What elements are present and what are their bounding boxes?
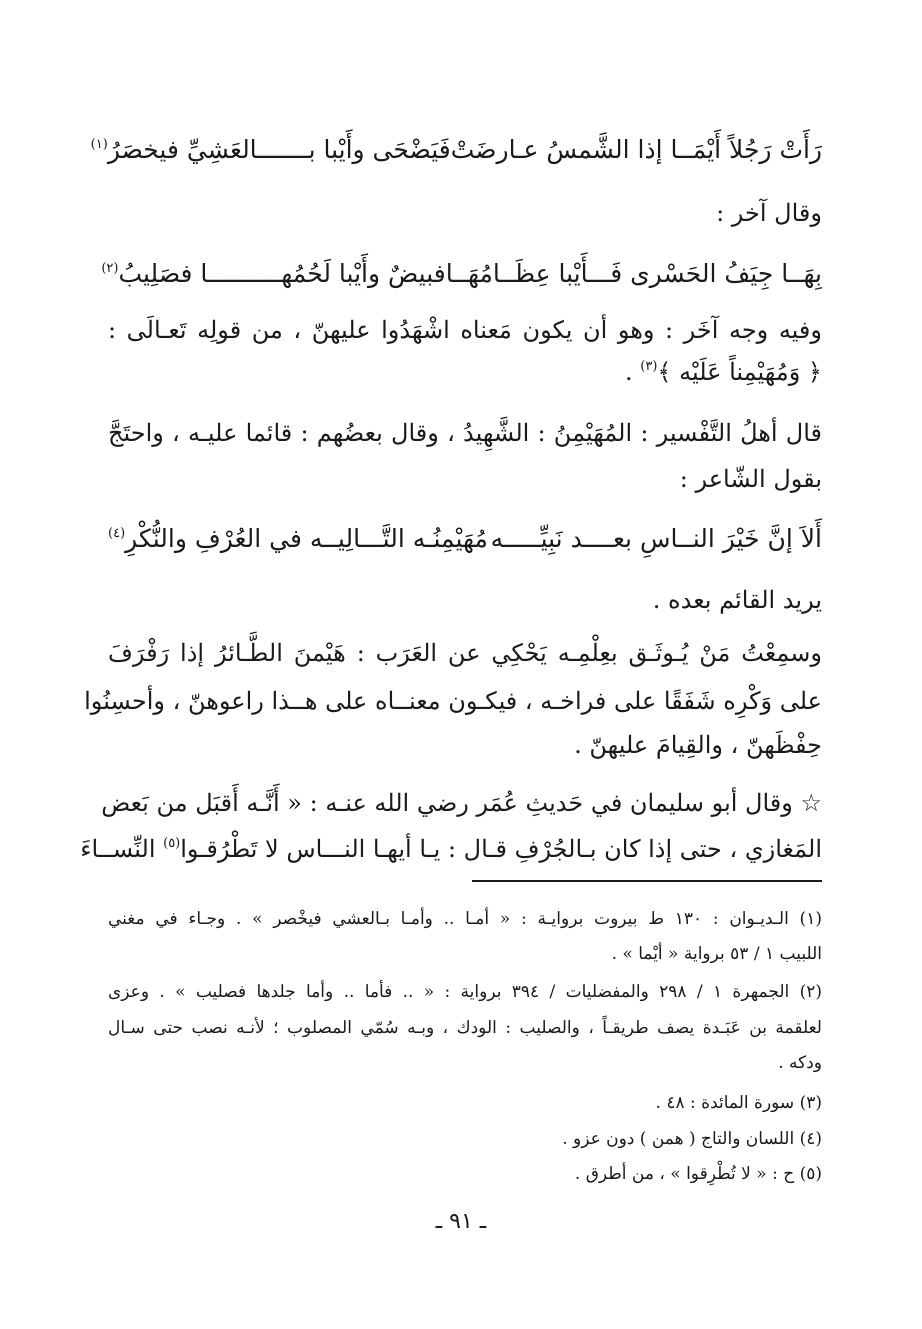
footnote-ref-4: (٤) <box>108 526 126 541</box>
verse-1-second-hemistich <box>91 128 451 172</box>
page-number: ـ ٩١ ـ <box>435 1209 487 1234</box>
poem-verse-2 <box>101 252 822 296</box>
paragraph-2-line-1: قال أهلُ التَّفْسير : المُهَيْمِنُ : الشَّهِيدُ ، وقال بعضُهم : قائما عليـه ، واحتَجَّ <box>108 419 822 447</box>
poem-verse-1 <box>90 128 822 172</box>
footnote-1-line-1: (١) الـديـوان : ١٣٠ ط بيروت بروايـة : « أمـا .. وأمـا بـالعشي فيخْصر » . وجـاء في مغني <box>108 909 822 929</box>
intro-another-poet: وقال آخر : <box>716 199 822 227</box>
footnote-1-line-2: اللبيب ١ / ٥٣ برواية « أيْما » . <box>611 944 822 964</box>
paragraph-4-line-1: وسمِعْتُ مَنْ يُـوثَـق بعِلْمِـه يَحْكِي عن العَرَب : هَيْمنَ الطَّـائرُ إذا رَفْرَفَ <box>108 639 822 667</box>
footnote-2-line-3: ودكه . <box>778 1053 822 1073</box>
paragraph-3: يريد القائم بعده . <box>652 586 822 614</box>
verse-2-first-hemistich: بِهَــا جِيَفُ الحَسْرى فَـــأَيْبا عِظَــامُهَــا <box>445 259 822 288</box>
paragraph-5-line-2-text: المَغازي ، حتى إذا كان بـالجُرْفِ قـال : يـا أيهـا النـــاس لا تَطْرُقـوا <box>180 835 822 863</box>
verse-1-second-text: فَيَضْحَى وأَيْبا بـــــــالعَشِيِّ فيخصَرُ <box>107 135 451 164</box>
footnote-ref-1: (١) <box>90 137 108 152</box>
footnote-2-line-2: لعلقمة بن عَبَـدة يصف طريقـاً ، والصليب : الودك ، وبـه سُمّي المصلوب ؛ لأنـه نصب حتى سـال <box>108 1018 822 1038</box>
footnote-separator <box>472 880 822 882</box>
footnote-ref-3: (٣) <box>640 359 658 374</box>
verse-3-second-text: مُهَيْمِنُـه التَّـــالِيــه في العُرْفِ والنُّكْرِ <box>125 524 488 553</box>
paragraph-1-line-1: وفيه وجه آخَر : وهو أن يكون مَعناه اشْهَدُوا عليهنّ ، من قولِه تَعـالَى : <box>108 316 822 344</box>
poem-verse-3 <box>108 517 822 561</box>
paragraph-1-end: . <box>625 358 641 386</box>
paragraph-5-line-2 <box>80 829 822 869</box>
verse-3-second-hemistich <box>108 517 488 561</box>
verse-1-first-hemistich: رَأَتْ رَجُلاً أَيْمَــا إذا الشَّمسُ عـارضَتْ <box>450 135 822 164</box>
footnote-ref-5: (٥) <box>163 836 181 851</box>
verse-3-first-hemistich: أَلاَ إنَّ خَيْرَ النــاسِ بعــــد نَبِيِّـــــه <box>490 524 822 553</box>
paragraph-4-line-3: حِفْظَهنّ ، والقِيامَ عليهنّ . <box>574 731 822 759</box>
verse-2-second-text: فبيضٌ وأَيْبا لَحُمُهــــــــــا فصَلِيبُ <box>118 259 446 288</box>
footnote-4: (٤) اللسان والتاج ( همن ) دون عزو . <box>562 1129 822 1149</box>
paragraph-5-line-1: ☆ وقال أبو سليمان في حَديثِ عُمَر رضي الله عنـه : « أَنَّـه أَقبَل من بَعض <box>101 789 822 817</box>
quran-quote: ﴿ وَمُهَيْمِناً عَلَيْه ﴾ <box>657 358 822 386</box>
paragraph-2-line-2: بقول الشّاعر : <box>679 465 822 493</box>
verse-2-second-hemistich <box>101 252 445 296</box>
footnote-3: (٣) سورة المائدة : ٤٨ . <box>655 1093 822 1113</box>
footnote-5: (٥) ح : « لا تُطْرِقوا » ، من أطرق . <box>574 1164 822 1184</box>
footnote-ref-2: (٢) <box>101 261 119 276</box>
paragraph-5-line-2-end: النِّســاءَ <box>80 835 164 863</box>
footnote-2-line-1: (٢) الجمهرة ١ / ٢٩٨ والمفضليات / ٣٩٤ برواية : « .. فأما .. وأما جلدها فصليب » . وعزى <box>108 982 822 1002</box>
paragraph-4-line-2: على وَكْرِه شَفَقًا على فراخـه ، فيكـون معنــاه على هــذا راعوهنّ ، وأحسِنُوا <box>84 687 822 715</box>
paragraph-1-line-2 <box>108 352 822 392</box>
